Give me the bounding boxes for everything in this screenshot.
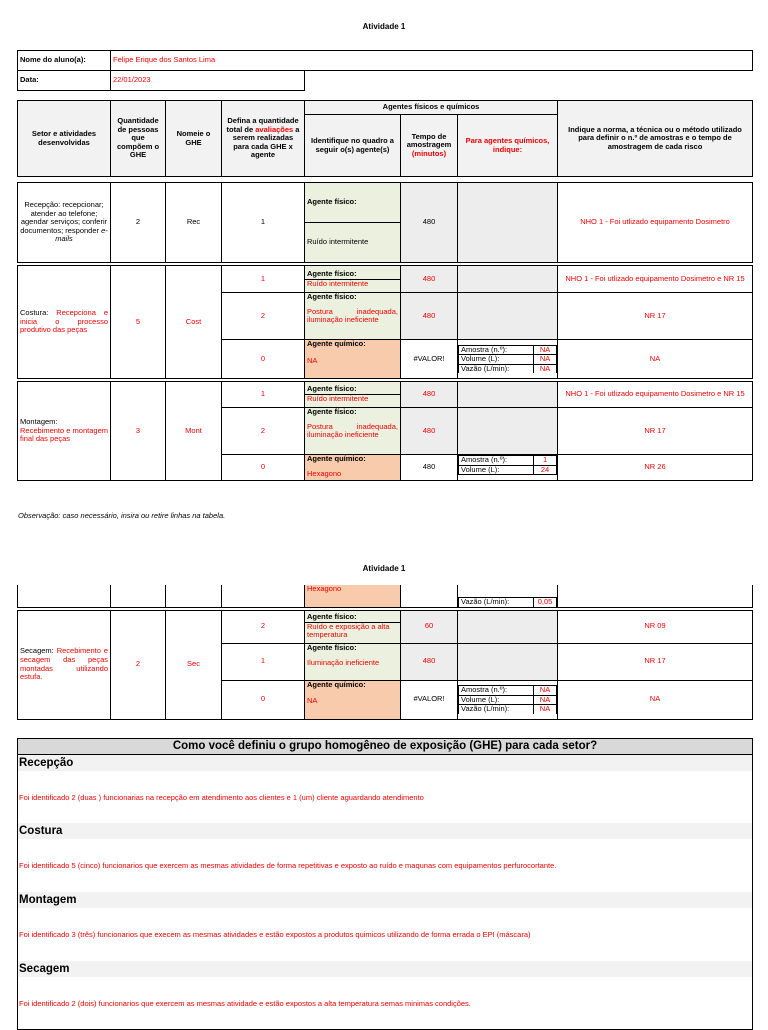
secagem-r3-norma: NA [558, 680, 753, 719]
risk-table-continued: Hexagono Vazão (L/min): 0,05 Secagem: Recebimento e secagem das peças montadas utilizando estufa. 2 Sec 2 Agente físico: Ruído e exposição a alta temperatura 60 NR 09 1 Agente físico: Iluminação ineficiente 480 NR 17 0 Agente químico: NA #VALOR! Amostra (n.º): NA Volume (L): NA Vazão (L/min): NA NA [17, 585, 753, 720]
costura-r3-volume: NA [534, 355, 557, 365]
header-indique: Indique a norma, a técnica ou o método utilizado para definir o n.º de amostras e o tempo de amostragem de cada risco [558, 101, 753, 177]
montagem-setor: Montagem: Recebimento e montagem final das peças [18, 382, 111, 481]
secagem-r1-norma: NR 09 [558, 610, 753, 643]
cont-vazao: 0,05 [534, 597, 557, 606]
ghe-section-name: Secagem [18, 961, 752, 977]
montagem-r2-tempo: 480 [401, 408, 458, 455]
date-value: 22/01/2023 [111, 71, 305, 91]
header-setor: Setor e atividades desenvolvidas [18, 101, 111, 177]
montagem-r2-aval: 2 [222, 408, 305, 455]
recepcao-agente: Ruído intermitente [305, 223, 401, 263]
ghe-section [17, 738, 753, 1030]
page-title: Atividade 1 [362, 22, 406, 31]
ghe-section-name: Recepção [18, 755, 752, 771]
secagem-nome: Sec [166, 610, 222, 719]
secagem-r3-amostra: NA [534, 686, 557, 696]
ghe-section-name: Costura [18, 823, 752, 839]
costura-r1-tempo: 480 [401, 266, 458, 293]
student-info-table [17, 50, 753, 91]
secagem-r3-aval: 0 [222, 680, 305, 719]
montagem-r3-tempo: 480 [401, 455, 458, 481]
secagem-r1-aval: 2 [222, 610, 305, 643]
header-tempo: Tempo de amostragem (minutos) [401, 115, 458, 177]
header-quantidade: Quantidade de pessoas que compõem o GHE [111, 101, 166, 177]
montagem-nome: Mont [166, 382, 222, 481]
montagem-r2-norma: NR 17 [558, 408, 753, 455]
recepcao-setor: Recepção: recepcionar; atender ao telefone; agendar serviços; conferir documentos; responder e-mails [18, 183, 111, 263]
costura-r2-aval: 2 [222, 293, 305, 340]
cont-agente: Hexagono [305, 585, 401, 607]
costura-r2-agente: Postura inadequada, iluminação ineficiente [307, 306, 398, 325]
secagem-r1-tempo: 60 [401, 610, 458, 643]
costura-r3-aval: 0 [222, 340, 305, 379]
recepcao-fisico-label: Agente físico: [305, 183, 401, 223]
secagem-r3-volume: NA [534, 695, 557, 705]
header-identifique: Identifique no quadro a seguir o(s) agente(s) [305, 115, 401, 177]
ghe-title: Como você definiu o grupo homogêneo de exposição (GHE) para cada setor? [18, 739, 752, 755]
secagem-r3-vazao: NA [534, 705, 557, 714]
secagem-r2-aval: 1 [222, 643, 305, 680]
montagem-r1-agente: Ruído intermitente [305, 394, 400, 404]
ghe-section-text: Foi identificado 3 (três) funcionarios que execem as mesmas atividades e estão expostos a produtos quimicos utilizando de forma errada o EPI (máscara) [19, 930, 531, 939]
costura-r3-agente: NA [307, 355, 318, 365]
montagem-r3-agente: Hexagono [307, 468, 342, 478]
observacao-note: Observação: caso necessário, insira ou retire linhas na tabela. [18, 511, 226, 520]
name-label: Nome do aluno(a): [18, 51, 111, 71]
costura-r3-amostra: NA [534, 345, 557, 355]
recepcao-tempo: 480 [401, 183, 458, 263]
secagem-setor: Secagem: Recebimento e secagem das peças montadas utilizando estufa. [18, 610, 111, 719]
secagem-r1-agente: Ruído e exposição a alta temperatura [305, 622, 400, 640]
costura-r2-norma: NR 17 [558, 293, 753, 340]
montagem-qtd: 3 [111, 382, 166, 481]
ghe-section-text: Foi identificado 2 (duas ) funcionarias na recepção em atendimento aos clientes e 1 (um) cliente aguardando atendimento [19, 792, 424, 802]
date-label: Data: [18, 71, 111, 91]
secagem-r3-tempo: #VALOR! [401, 680, 458, 719]
secagem-r2-tempo: 480 [401, 643, 458, 680]
header-defina: Defina a quantidade total de avaliações a serem realizadas para cada GHE x agente [222, 101, 305, 177]
header-nomeie: Nomeie o GHE [166, 101, 222, 177]
costura-r1-agente: Ruído intermitente [305, 279, 400, 289]
secagem-qtd: 2 [111, 610, 166, 719]
name-value: Felipe Erique dos Santos Lima [111, 51, 753, 71]
montagem-r1-norma: NHO 1 - Foi utlizado equipamento Dosimetro e NR 15 [558, 382, 753, 408]
secagem-r2-agente: Iluminação ineficiente [307, 658, 380, 668]
costura-r1-aval: 1 [222, 266, 305, 293]
montagem-r3-volume: 24 [534, 465, 557, 475]
costura-r3-vazao: NA [534, 364, 557, 373]
costura-r3-norma: NA [558, 340, 753, 379]
montagem-r1-tempo: 480 [401, 382, 458, 408]
header-agentes: Agentes físicos e químicos [305, 101, 558, 115]
recepcao-nome: Rec [166, 183, 222, 263]
ghe-section-text: Foi identificado 5 (cinco) funcionarios que exercem as mesmas atividades de forma repetitivas e exposto ao ruído e maqunas com equipamentos perfurocortante. [19, 861, 557, 870]
montagem-r1-aval: 1 [222, 382, 305, 408]
recepcao-qtd: 2 [111, 183, 166, 263]
ghe-section-text: Foi identificado 2 (dois) funcionarios que exercem as mesmas atividade e estão expostos a alta temperatura semas minimas condições. [19, 998, 471, 1008]
secagem-r3-agente: NA [307, 696, 318, 706]
costura-r1-norma: NHO 1 - Foi utlizado equipamento Dosimetro e NR 15 [558, 266, 753, 293]
header-quimicos: Para agentes químicos, indique: [458, 115, 558, 177]
ghe-section-name: Montagem [18, 892, 752, 908]
montagem-r2-agente: Postura inadequada, iluminação ineficiente [307, 421, 398, 440]
secagem-r2-norma: NR 17 [558, 643, 753, 680]
montagem-r3-norma: NR 26 [558, 455, 753, 481]
costura-nome: Cost [166, 266, 222, 379]
montagem-r3-aval: 0 [222, 455, 305, 481]
recepcao-aval: 1 [222, 183, 305, 263]
costura-qtd: 5 [111, 266, 166, 379]
page2-title: Atividade 1 [362, 564, 406, 573]
costura-r3-tempo: #VALOR! [401, 340, 458, 379]
recepcao-norma: NHO 1 - Foi utlizado equipamento Dosimetro [558, 183, 753, 263]
montagem-r3-amostra: 1 [534, 456, 557, 466]
costura-setor: Costura: Recepciona e inicia o processo produtivo das peças [18, 266, 111, 379]
risk-table: Setor e atividades desenvolvidas Quantidade de pessoas que compõem o GHE Nomeie o GHE Defina a quantidade total de avaliações a serem realizadas para cada GHE x agente Agentes físicos e químicos Indique a norma, a técnica ou o método utilizado para definir o n.º de amostras e o tempo de amostragem de cada risco Identifique no quadro a seguir o(s) agente(s) Tempo de amostragem (minutos) Para agentes químicos, indique: Recepção: recepcionar; atender ao telefone; agendar serviços; conferir documentos; responder e-mails 2 Rec 1 Agente físico: 480 NHO 1 - Foi utlizado equipamento Dosimetro Ruído intermitente Costura: Recepciona e inicia o processo produtivo das peças 5 Cost 1 Agente físico: Ruído intermitente 480 NHO 1 - Foi utlizado equipamento Dosimetro e NR 15 2 Agente físico: Postura inadequada, iluminação ineficiente 480 NR 17 0 Agente químico: NA #VALOR! Amostra (n.º): NA Volume (L): NA Vazão (L/min): NA NA Montagem: Recebimento e montagem final das peças 3 Mont 1 Agente físico: Ruído intermitente 480 NHO 1 - Foi utlizado equipamento Dosimetro e NR 15 2 Agente físico: Postura inadequada, iluminação ineficiente 480 NR 17 0 Agente químico: Hexagono 480 Amostra (n.º): 1 Volume (L): 24 NR 26 [17, 100, 753, 481]
costura-r2-tempo: 480 [401, 293, 458, 340]
